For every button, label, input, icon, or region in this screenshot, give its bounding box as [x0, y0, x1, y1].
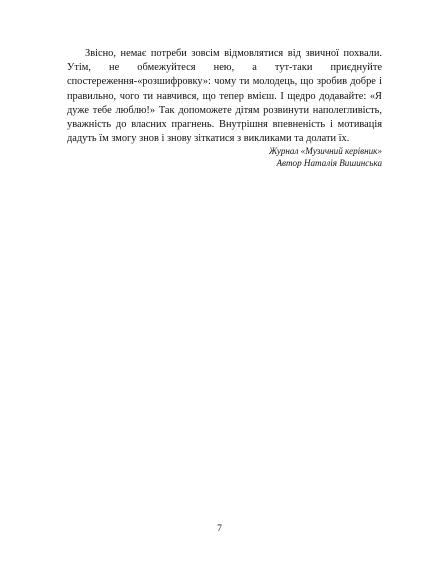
page-number: 7 — [217, 524, 222, 534]
body-paragraph: Звісно, немає потреби зовсім відмовлятися від звичної похвали. Утім, не обмежуйтеся нею, а тут-таки приєднуйте спостереження-«розшифровку»: чому ти молодець, що зробив добре і правильно, чого ти навчився, що тепер вмієш. І щедро додавайте: «Я дуже тебе люблю!» Так допоможете дітям розвинути наполегливість, уважність до власних прагнень. Внутрішня впевненість і мотивація дадуть їм змогу знов і знову зіткатися з викликами та долати їх. — [67, 48, 382, 145]
author-name: Автор Наталія Вишинська — [276, 157, 382, 168]
source-journal: Журнал «Музичний керівник» — [268, 146, 382, 156]
attribution-block — [162, 146, 382, 169]
